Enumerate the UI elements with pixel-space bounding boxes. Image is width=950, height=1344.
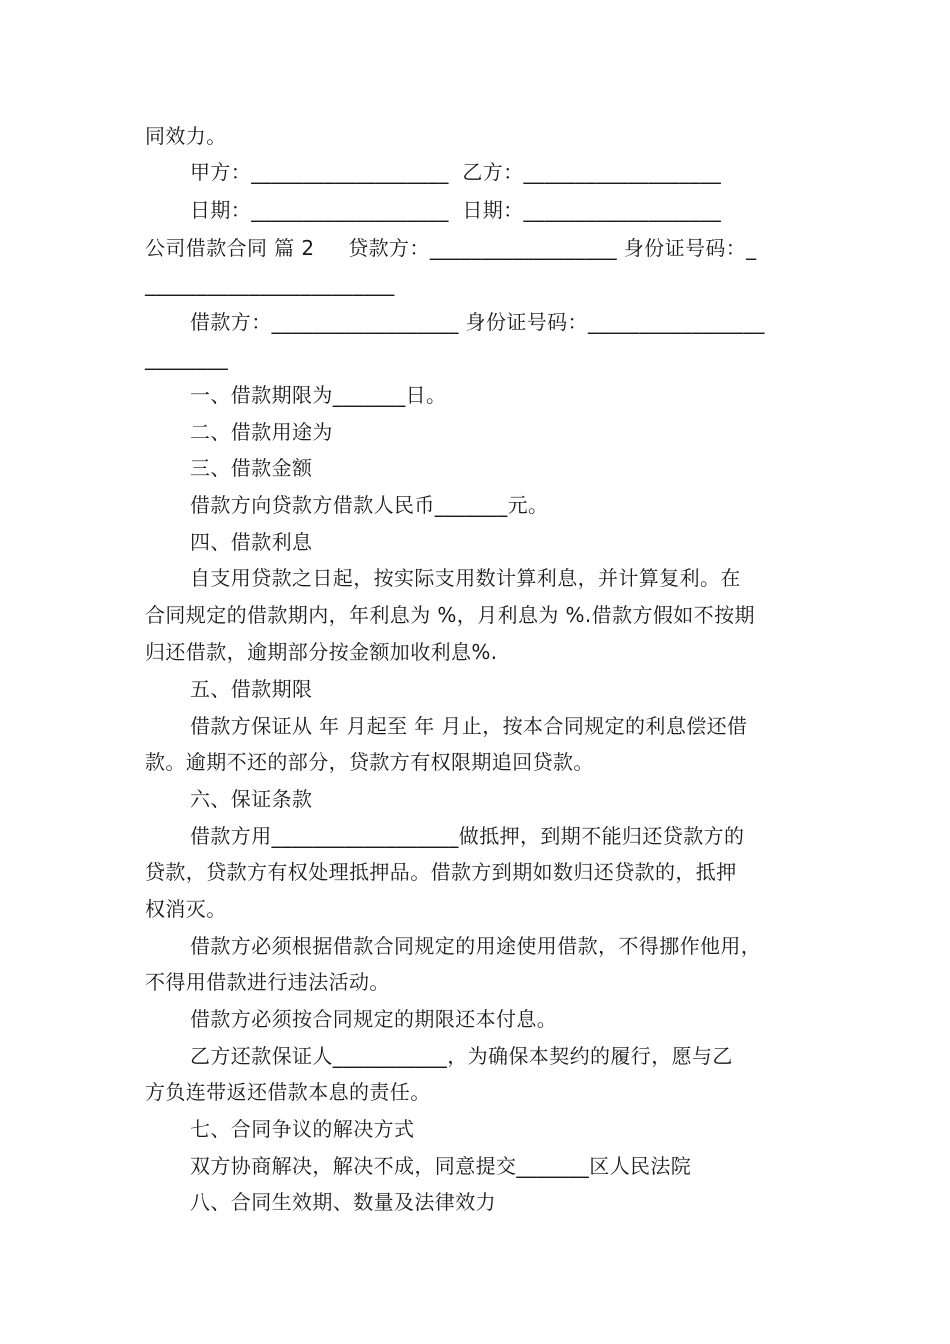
clause-heading: 四、借款利息 [190,530,313,554]
text-line: 贷款，贷款方有权处理抵押品。借款方到期如数归还贷款的，抵押 [145,860,737,884]
text-line: 借款方向贷款方借款人民币_______元。 [190,493,549,517]
text-line: 乙方还款保证人___________，为确保本契约的履行，愿与乙 [190,1044,733,1068]
clause-heading: 二、借款用途为 [190,420,333,444]
clause-heading: 五、借款期限 [190,677,313,701]
text-line: 同效力。 [145,124,227,148]
signature-line-parties: 甲方：___________________ 乙方：___________________ [190,160,722,184]
clause-heading: 八、合同生效期、数量及法律效力 [190,1190,496,1214]
text-line: ________ [145,346,229,370]
text-line: ________________________ [145,272,395,296]
text-line: 不得用借款进行违法活动。 [145,970,390,994]
clause-heading: 一、借款期限为_______日。 [190,383,447,407]
text-line: 借款方必须根据借款合同规定的用途使用借款，不得挪作他用， [190,934,762,958]
text-line: 双方协商解决，解决不成，同意提交_______区人民法院 [190,1154,692,1178]
text-line: 款。逾期不还的部分，贷款方有权限期追回贷款。 [145,750,594,774]
signature-line-dates: 日期：___________________ 日期：___________________ [190,198,722,222]
borrower-line: 借款方：__________________ 身份证号码：_________________ [190,310,765,334]
text-line: 归还借款，逾期部分按金额加收利息%. [145,640,498,664]
contract-title-line: 公司借款合同 篇 2 贷款方：__________________ 身份证号码：_ [145,236,757,260]
clause-heading: 六、保证条款 [190,787,313,811]
text-line: 借款方保证从 年 月起至 年 月止，按本合同规定的利息偿还借 [190,714,748,738]
text-line: 自支用贷款之日起，按实际支用数计算利息，并计算复利。在 [190,566,741,590]
clause-heading: 三、借款金额 [190,456,313,480]
text-line: 借款方用__________________做抵押，到期不能归还贷款方的 [190,824,745,848]
clause-heading: 七、合同争议的解决方式 [190,1117,415,1141]
text-line: 合同规定的借款期内，年利息为 %，月利息为 %.借款方假如不按期 [145,603,755,627]
text-line: 权消灭。 [145,897,227,921]
text-line: 方负连带返还借款本息的责任。 [145,1080,431,1104]
text-line: 借款方必须按合同规定的期限还本付息。 [190,1007,558,1031]
